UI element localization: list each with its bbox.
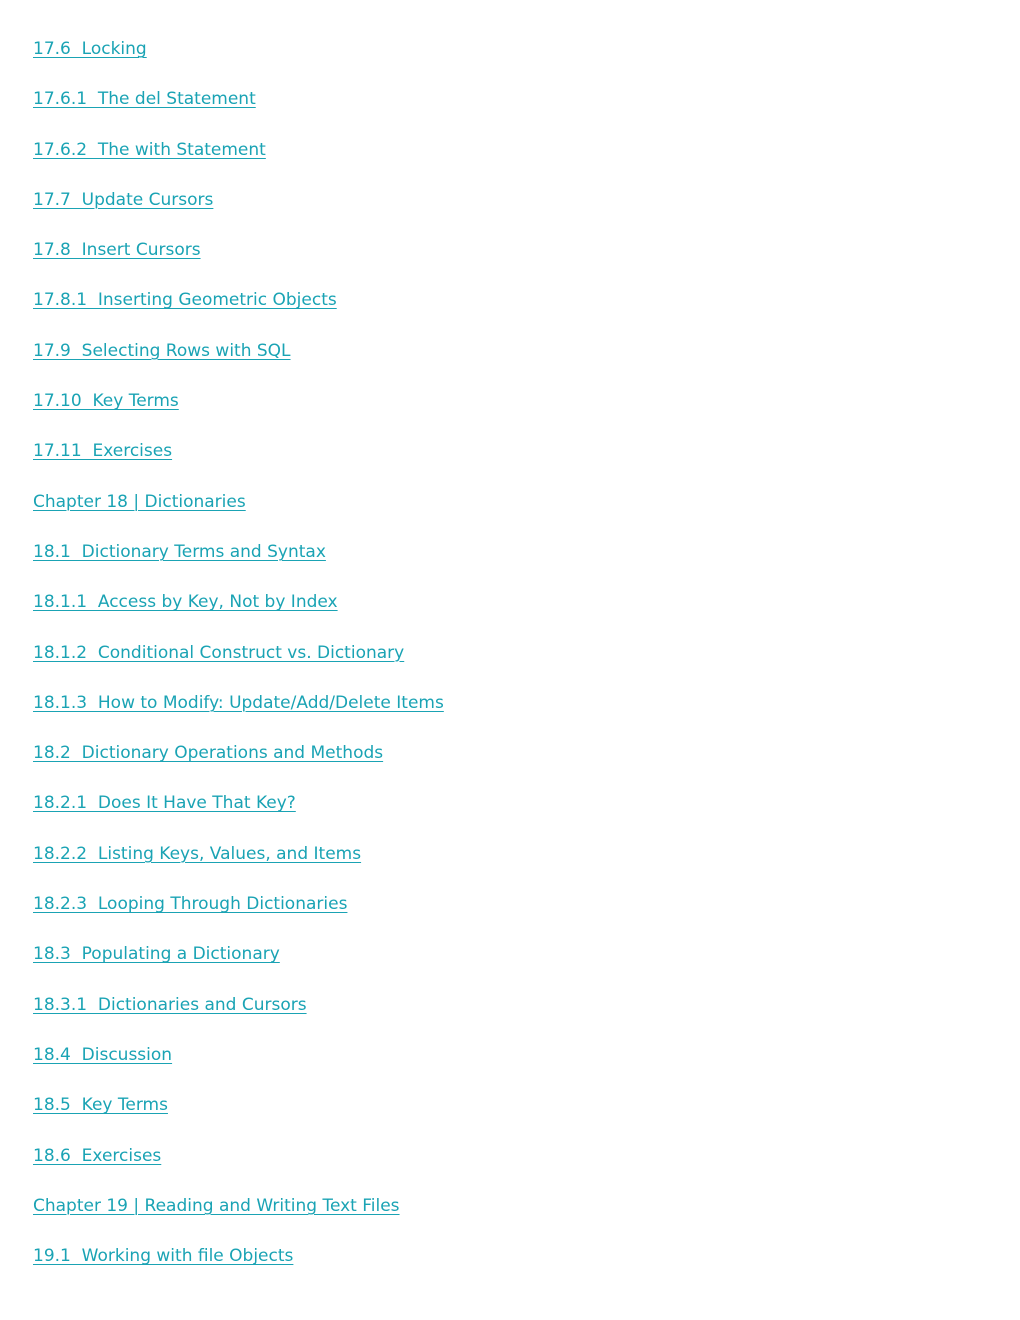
toc-link-19-1[interactable]: 19.1 Working with file Objects xyxy=(33,1246,294,1267)
toc-entry xyxy=(33,841,444,891)
toc-link-17-9[interactable]: 17.9 Selecting Rows with SQL xyxy=(33,340,291,361)
toc-entry xyxy=(33,287,444,337)
toc-entry xyxy=(33,438,444,488)
toc-link-18-5[interactable]: 18.5 Key Terms xyxy=(33,1095,168,1116)
toc-link-18-3[interactable]: 18.3 Populating a Dictionary xyxy=(33,944,280,965)
toc-link-17-8-1[interactable]: 17.8.1 Inserting Geometric Objects xyxy=(33,290,337,311)
toc-link-18-2-2[interactable]: 18.2.2 Listing Keys, Values, and Items xyxy=(33,843,362,864)
toc-link-18-1[interactable]: 18.1 Dictionary Terms and Syntax xyxy=(33,541,326,562)
toc-entry xyxy=(33,539,444,589)
toc-entry xyxy=(33,640,444,690)
toc-entry xyxy=(33,237,444,287)
toc-entry xyxy=(33,388,444,438)
table-of-contents xyxy=(33,36,444,1293)
toc-link-18-4[interactable]: 18.4 Discussion xyxy=(33,1044,173,1065)
toc-entry xyxy=(33,790,444,840)
toc-entry xyxy=(33,36,444,86)
toc-entry xyxy=(33,1243,444,1293)
toc-link-17-11[interactable]: 17.11 Exercises xyxy=(33,441,173,462)
toc-entry xyxy=(33,992,444,1042)
toc-entry xyxy=(33,1193,444,1243)
toc-link-17-6-1[interactable]: 17.6.1 The del Statement xyxy=(33,89,256,110)
toc-entry xyxy=(33,489,444,539)
toc-link-17-6-2[interactable]: 17.6.2 The with Statement xyxy=(33,139,266,160)
toc-link-18-1-2[interactable]: 18.1.2 Conditional Construct vs. Dictionary xyxy=(33,642,405,663)
toc-link-17-8[interactable]: 17.8 Insert Cursors xyxy=(33,240,201,261)
toc-entry xyxy=(33,891,444,941)
toc-link-18-3-1[interactable]: 18.3.1 Dictionaries and Cursors xyxy=(33,994,307,1015)
toc-link-18-2-1[interactable]: 18.2.1 Does It Have That Key? xyxy=(33,793,296,814)
toc-entry xyxy=(33,740,444,790)
toc-entry xyxy=(33,1042,444,1092)
toc-entry xyxy=(33,1092,444,1142)
toc-entry xyxy=(33,86,444,136)
toc-entry xyxy=(33,589,444,639)
toc-entry xyxy=(33,941,444,991)
toc-link-17-10[interactable]: 17.10 Key Terms xyxy=(33,391,179,412)
toc-link-chapter-19[interactable]: Chapter 19 | Reading and Writing Text Files xyxy=(33,1195,400,1216)
toc-entry xyxy=(33,338,444,388)
toc-link-18-2-3[interactable]: 18.2.3 Looping Through Dictionaries xyxy=(33,894,348,915)
toc-link-chapter-18[interactable]: Chapter 18 | Dictionaries xyxy=(33,491,246,512)
toc-link-17-6[interactable]: 17.6 Locking xyxy=(33,39,147,59)
toc-entry xyxy=(33,137,444,187)
toc-entry xyxy=(33,1143,444,1193)
toc-link-18-6[interactable]: 18.6 Exercises xyxy=(33,1145,162,1166)
toc-entry xyxy=(33,187,444,237)
toc-link-18-2[interactable]: 18.2 Dictionary Operations and Methods xyxy=(33,743,384,764)
toc-link-17-7[interactable]: 17.7 Update Cursors xyxy=(33,189,214,210)
toc-link-18-1-1[interactable]: 18.1.1 Access by Key, Not by Index xyxy=(33,592,338,613)
toc-link-18-1-3[interactable]: 18.1.3 How to Modify: Update/Add/Delete Items xyxy=(33,692,444,713)
toc-entry xyxy=(33,690,444,740)
